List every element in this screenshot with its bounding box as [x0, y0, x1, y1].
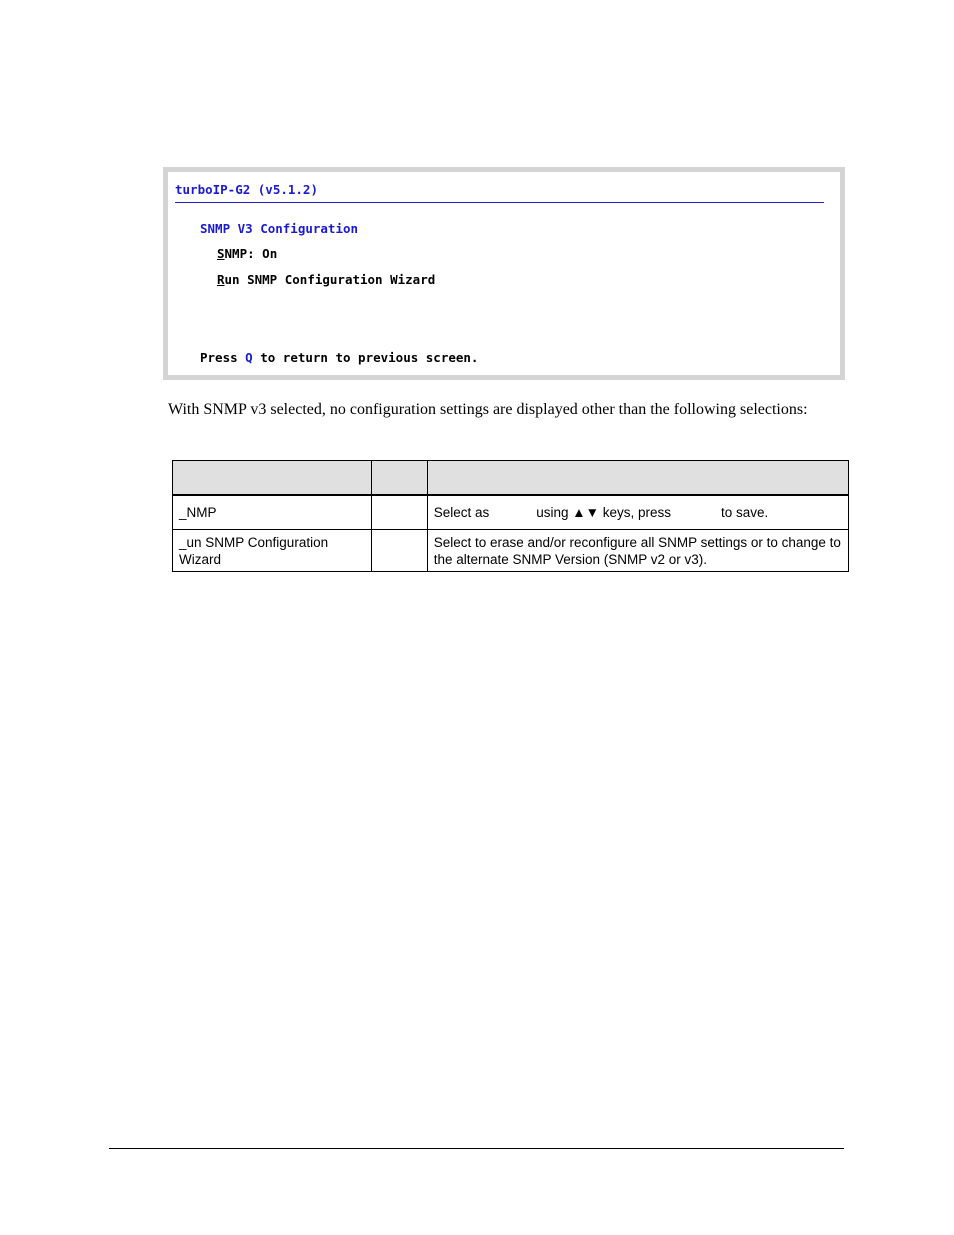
footer-pre: Press [200, 350, 246, 365]
option-cell: _un SNMP Configuration Wizard [173, 530, 372, 572]
menu-item-snmp[interactable] [217, 246, 277, 261]
desc-part-2: using ▲▼ keys, press [536, 505, 671, 520]
menu-item-snmp-label: NMP: [224, 246, 255, 261]
key-cell [371, 530, 427, 572]
terminal-screenshot-frame [163, 167, 845, 380]
table-header-row [173, 461, 849, 496]
hotkey-s: S [217, 246, 225, 261]
menu-item-wizard[interactable] [217, 272, 435, 287]
terminal-screen [168, 172, 840, 375]
terminal-title: turboIP-G2 (v5.1.2) [175, 182, 318, 197]
desc-part-3: to save. [721, 505, 769, 520]
header-option [173, 461, 372, 496]
table-row [173, 530, 849, 572]
option-cell: _NMP [173, 495, 372, 530]
hotkey-r: R [217, 272, 225, 287]
header-key [371, 461, 427, 496]
menu-item-snmp-value: On [262, 246, 278, 261]
intro-paragraph: With SNMP v3 selected, no configuration settings are displayed other than the following selections: [168, 401, 808, 418]
header-description [427, 461, 848, 496]
footer-key-q: Q [245, 350, 253, 365]
table-row [173, 495, 849, 530]
page-footer-rule [109, 1148, 844, 1149]
terminal-title-rule [175, 202, 824, 203]
terminal-footer [200, 350, 478, 365]
menu-item-wizard-label: un SNMP Configuration Wizard [224, 272, 436, 287]
desc-part-1: Select as [433, 505, 490, 520]
options-table [172, 460, 849, 572]
description-cell [427, 495, 848, 530]
key-cell [371, 495, 427, 530]
description-cell: Select to erase and/or reconfigure all SNMP settings or to change to the alternate SNMP Version (SNMP v2 or v3). [427, 530, 848, 572]
footer-post: to return to previous screen. [252, 350, 479, 365]
menu-heading: SNMP V3 Configuration [200, 221, 359, 236]
